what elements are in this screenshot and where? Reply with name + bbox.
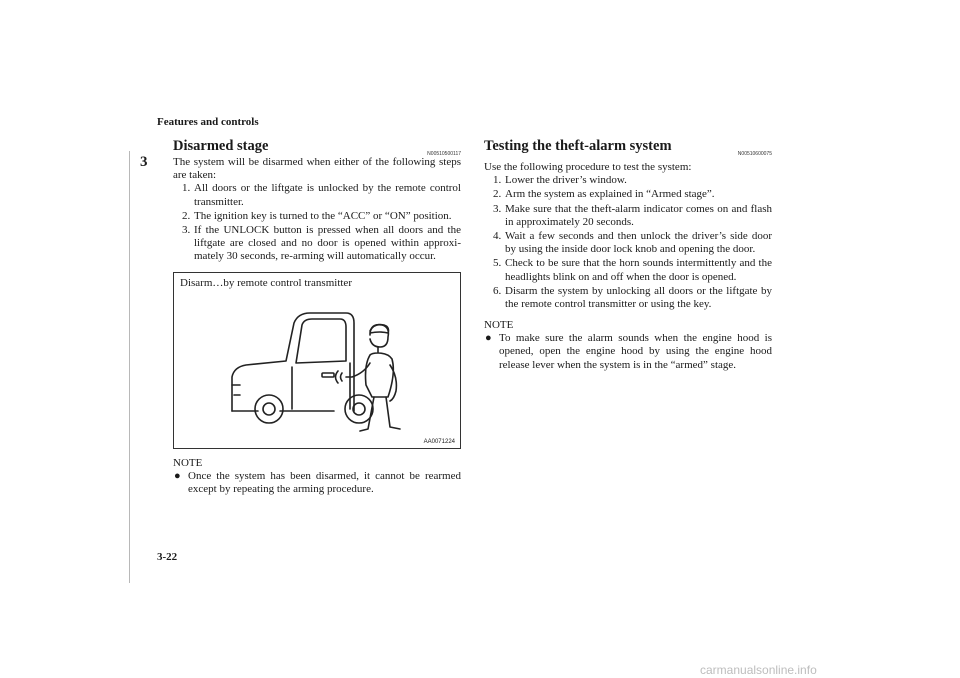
disarm-steps: [173, 182, 461, 263]
left-intro: The system will be disarmed when either of the following steps are taken:: [173, 156, 461, 182]
car-person-illustration: [174, 273, 460, 448]
list-item: 2. Arm the system as explained in “Armed stage”.: [493, 188, 715, 201]
chapter-number: 3: [140, 154, 148, 170]
note-item: ● To make sure the alarm sounds when the engine hood is opened, open the engine hood by using the engine hood release lever when the system is in the “armed” stage.: [485, 332, 772, 371]
left-note: [173, 457, 461, 496]
list-item: 4. Wait a few seconds and then unlock the driver’s side door by using the inside door lock knob and opening the door.: [493, 230, 772, 256]
note-label: NOTE: [173, 457, 203, 469]
test-steps: [484, 174, 772, 311]
chapter-tab: [129, 151, 142, 583]
list-item: 3. If the UNLOCK button is pressed when all doors and the liftgate are closed and no door is opened within approxi-mately 30 seconds, re-arming will automatically occur.: [182, 224, 461, 263]
list-item: 1. All doors or the liftgate is unlocked by the remote control transmitter.: [182, 182, 461, 208]
figure-code: AA0071224: [423, 439, 455, 445]
right-column: [484, 138, 772, 372]
section-header: Features and controls: [157, 116, 259, 128]
list-item: 1. Lower the driver’s window.: [493, 174, 627, 187]
figure-caption: Disarm…by remote control transmitter: [180, 277, 352, 289]
list-item: 2. The ignition key is turned to the “ACC” or “ON” position.: [182, 209, 452, 222]
testing-title: Testing the theft-alarm system: [484, 138, 672, 154]
disarmed-stage-title: Disarmed stage: [173, 138, 269, 154]
bullet-icon: ●: [174, 470, 181, 482]
bullet-icon: ●: [485, 332, 492, 345]
list-item: 5. Check to be sure that the horn sounds intermittently and the headlights blink on and off when the door is opened.: [493, 257, 772, 283]
note-item: ● Once the system has been disarmed, it cannot be rearmed except by repeating the arming procedure.: [174, 470, 461, 496]
page-number: 3-22: [157, 551, 178, 563]
list-item: 6. Disarm the system by unlocking all doors or the liftgate by the remote control transmitter or using the key.: [493, 284, 772, 311]
left-section-code: N00510500117: [427, 151, 461, 157]
left-column: [173, 138, 461, 265]
note-label: NOTE: [484, 319, 514, 332]
right-section-code: N00510600075: [737, 151, 772, 157]
list-item: 3. Make sure that the theft-alarm indicator comes on and flash in approximately 20 seconds.: [493, 202, 772, 228]
watermark: carmanualsonline.info: [700, 663, 817, 677]
right-intro: Use the following procedure to test the system:: [484, 161, 692, 173]
disarm-figure: [173, 272, 461, 449]
